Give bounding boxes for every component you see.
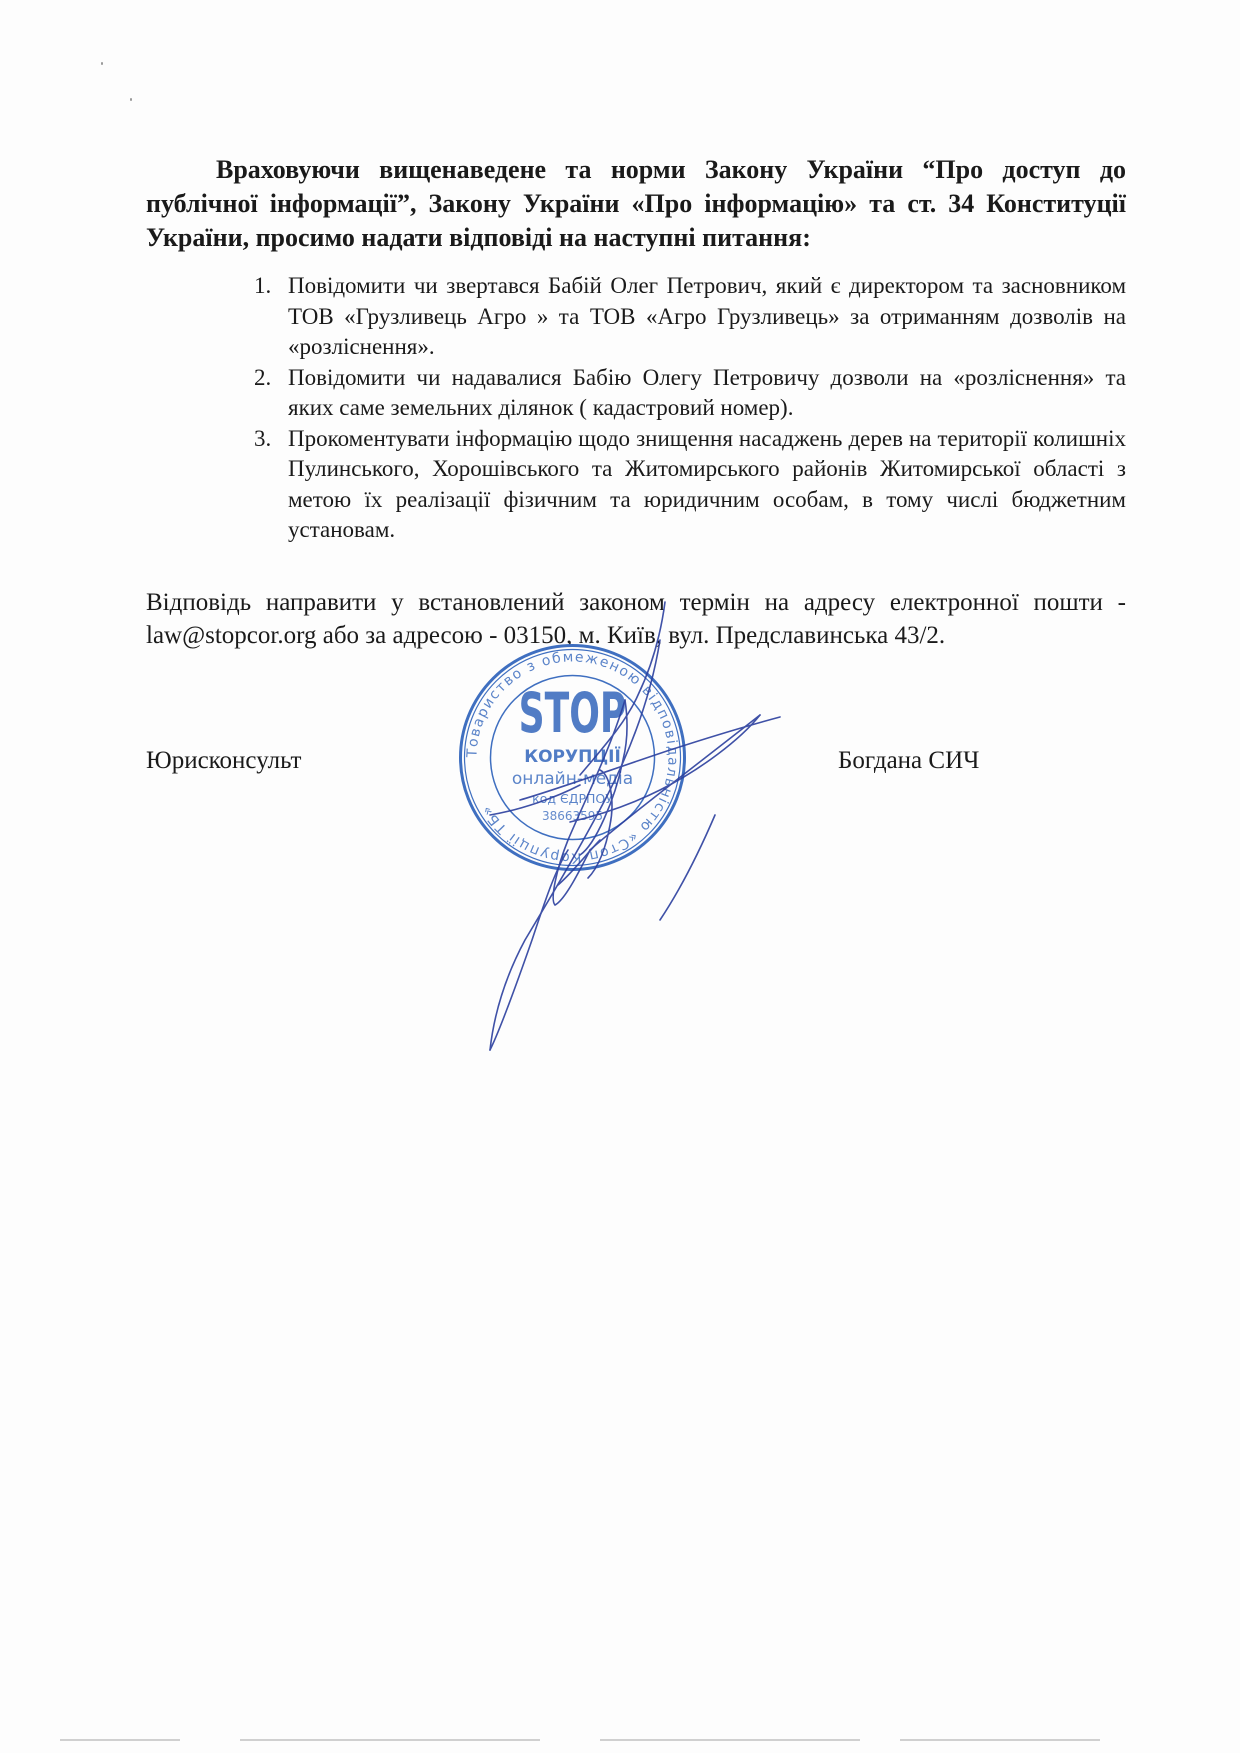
closing-text: Відповідь направити у встановлений законом термін на адресу електронної пошти - [146,589,1126,616]
questions-list [246,271,1126,546]
handwritten-signature [460,600,790,1070]
scan-speck [101,62,103,65]
list-item [246,363,1126,424]
list-item-number: 3. [254,425,272,451]
list-item-number: 2. [254,364,272,390]
official-stamp [455,640,690,875]
intro-paragraph: Враховуючи вищенаведене та норми Закону України “Про доступ до публічної інформації”, Закону України «Про інформацію» та ст. 34 Конституції України, просимо надати відповіді на наступні питання: [146,155,1126,252]
list-item-number: 1. [254,273,272,298]
stamp-logo: STOP [518,681,627,746]
svg-text:Товариство з обмеженою відпові [464,649,680,865]
stamp-subtitle: онлайн-медіа [511,769,634,789]
stamp-title: КОРУПЦІЇ [524,747,621,767]
list-item-text: Прокоментувати інформацію щодо знищення насаджень дерев на території колишніх Пулинського, Хорошівського та Житомирського районів Житомирської області з метою їх реалізації фізичним та юридичним особам, в тому числі бюджетним установам. [288,425,1126,542]
list-item-text: Повідомити чи звертався Бабій Олег Петрович, який є директором та засновником ТОВ «Грузливець Агро » та ТОВ «Агро Грузливець» за отриманням дозволів на «розліснення». [288,273,1126,359]
closing-paragraph [146,586,1126,652]
stamp-code: 38663595 [541,809,604,823]
signer-role: Юрисконсульт [146,747,302,774]
closing-address: або за адресою - 03150, м. Київ, вул. Предславинська 43/2. [316,622,946,649]
list-item [246,271,1126,363]
stamp-rings [461,646,685,870]
stamp-ring-text: Товариство з обмеженою відповідальністю «Стоп Корупції ТБ» [464,649,681,866]
signer-name: Богдана СИЧ [838,747,980,774]
list-item [246,424,1126,546]
email-address: law@stopcor.org [146,622,317,649]
stamp-code-label: код ЄДРПОУ [532,791,613,806]
scan-footer-marks [0,1735,1240,1747]
list-item-text: Повідомити чи надавалися Бабію Олегу Петровичу дозволи на «розліснення» та яких саме земельних ділянок ( кадастровий номер). [288,364,1126,420]
scan-speck [130,98,132,101]
